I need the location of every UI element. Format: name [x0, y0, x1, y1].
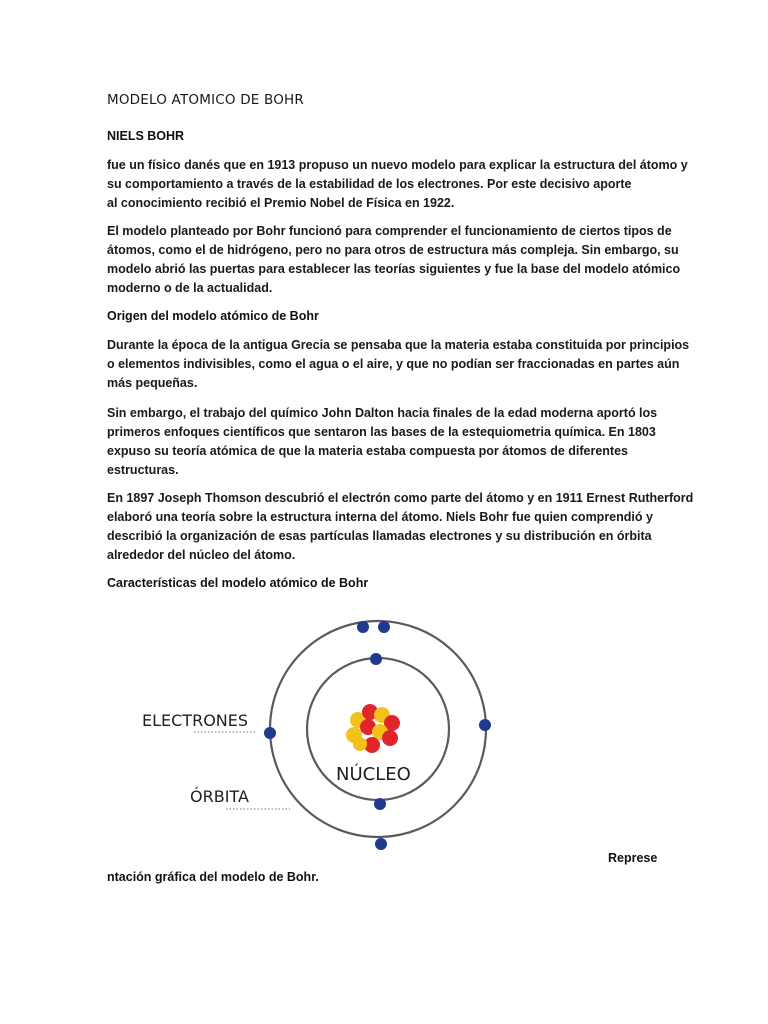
characteristics-heading: Características del modelo atómico de Bohr: [107, 576, 369, 590]
text-line: al conocimiento recibió el Premio Nobel de Física en 1922.: [107, 196, 455, 210]
electrons-label: ELECTRONES: [142, 711, 249, 730]
author-heading: NIELS BOHR: [107, 129, 185, 143]
figure-caption-part2: ntación gráfica del modelo de Bohr.: [107, 870, 319, 884]
text-line: estructuras.: [107, 463, 179, 477]
text-line: Sin embargo, el trabajo del químico John Dalton hacia finales de la edad moderna aportó los: [107, 406, 658, 420]
text-line: expuso su teoría atómica de que la materia estaba compuesta por átomos de diferentes: [107, 444, 628, 458]
text-line: En 1897 Joseph Thomson descubrió el electrón como parte del átomo y en 1911 Ernest Rutherford: [107, 491, 694, 505]
electron-dot: [378, 621, 390, 633]
text-line: más pequeñas.: [107, 376, 198, 390]
origin-paragraph-2: [107, 404, 667, 480]
electron-dot: [374, 798, 386, 810]
model-paragraph: [107, 222, 681, 298]
nucleus: [346, 704, 400, 753]
section-heading: Origen del modelo atómico de Bohr: [107, 309, 319, 323]
electron-dot: [357, 621, 369, 633]
text-line: El modelo planteado por Bohr funcionó para comprender el funcionamiento de ciertos tipos de: [107, 224, 672, 238]
text-line: su comportamiento a través de la estabilidad de los electrones. Por este decisivo aporte: [107, 177, 632, 191]
text-line: o elementos indivisibles, como el agua o el aire, y que no podían ser fraccionadas en partes aún: [107, 357, 680, 371]
orbit-label: ÓRBITA: [190, 787, 249, 806]
electron-dot: [264, 727, 276, 739]
electron-dot: [479, 719, 491, 731]
neutron-ball: [353, 737, 367, 751]
text-line: describió la organización de esas partículas llamadas electrones y su distribución en órbita: [107, 529, 652, 543]
text-line: moderno o de la actualidad.: [107, 281, 273, 295]
document-title: MODELO ATOMICO DE BOHR: [107, 92, 304, 108]
text-line: primeros enfoques científicos que sentaron las bases de la estequiometria química. En 1803: [107, 425, 656, 439]
text-line: fue un físico danés que en 1913 propuso un nuevo modelo para explicar la estructura del átomo y: [107, 158, 688, 172]
text-line: alrededor del núcleo del átomo.: [107, 548, 296, 562]
intro-paragraph: [107, 156, 688, 213]
text-line: modelo abrió las puertas para establecer las teorías siguientes y fue la base del modelo atómico: [107, 262, 681, 276]
text-line: Durante la época de la antigua Grecia se pensaba que la materia estaba constituida por principios: [107, 338, 690, 352]
bohr-model-diagram: [130, 605, 510, 855]
origin-paragraph-3: [107, 489, 694, 565]
nucleus-label: NÚCLEO: [336, 764, 411, 785]
electron-dot: [370, 653, 382, 665]
origin-paragraph-1: [107, 336, 690, 393]
text-line: elaboró una teoría sobre la estructura interna del átomo. Niels Bohr fue quien comprendió y: [107, 510, 653, 524]
figure-caption-part1: Represe: [608, 851, 658, 865]
proton-ball: [382, 730, 398, 746]
text-line: átomos, como el de hidrógeno, pero no para otros de estructura más compleja. Sin embargo, su: [107, 243, 679, 257]
electron-dot: [375, 838, 387, 850]
